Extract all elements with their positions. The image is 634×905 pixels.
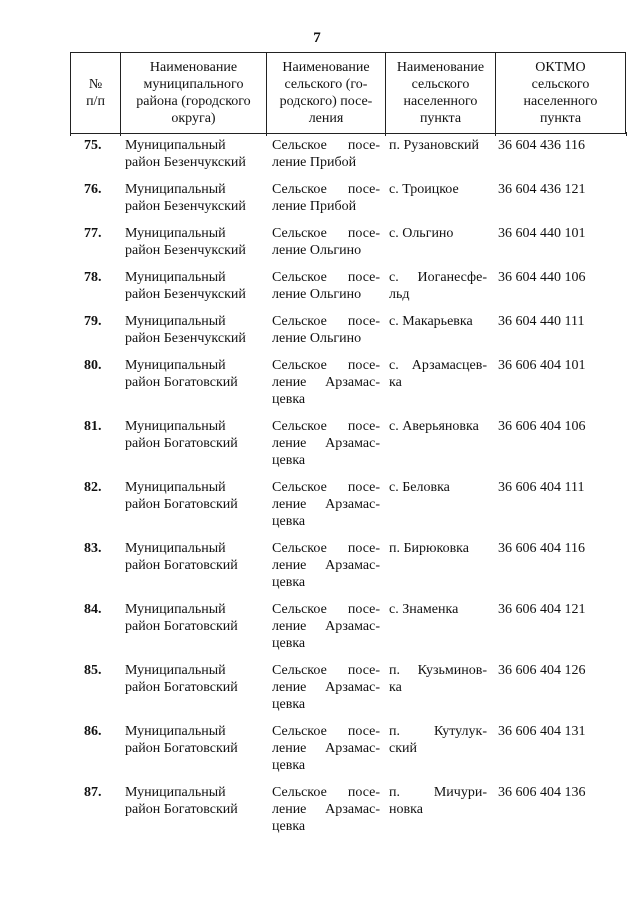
settlement-name-line: ление Ольгино: [272, 287, 362, 302]
district-name: [125, 784, 270, 818]
locality-name-line: п. Бирюковка: [389, 541, 469, 556]
row-number: 86.: [84, 724, 102, 739]
settlement-name: [272, 479, 380, 530]
settlement-name: [272, 313, 380, 347]
settlement-name-line: цевка: [272, 392, 306, 407]
oktmo-code: 36 606 404 111: [498, 480, 585, 495]
oktmo-code: 36 606 404 131: [498, 724, 586, 739]
district-name-line: Муниципальный: [125, 182, 226, 197]
row-number: 75.: [84, 138, 102, 153]
settlement-name-line: ление Ольгино: [272, 243, 362, 258]
district-name: [125, 225, 270, 259]
locality-name-line: п. Кузьминов-: [389, 663, 487, 678]
district-name: [125, 313, 270, 347]
row-number: 80.: [84, 358, 102, 373]
settlement-name-line: Сельское посе-: [272, 270, 380, 285]
settlement-name-line: ление Арзамас-: [272, 436, 380, 451]
settlement-name: [272, 601, 380, 652]
district-name: [125, 269, 270, 303]
settlement-name-line: цевка: [272, 453, 306, 468]
oktmo-code: 36 604 436 116: [498, 138, 585, 153]
oktmo-code: 36 606 404 101: [498, 358, 586, 373]
page-number: 7: [313, 30, 321, 46]
locality-name: [389, 784, 487, 818]
header-settlement: Наименование сельского (го- родского) посе- ления: [266, 53, 385, 133]
row-number: 81.: [84, 419, 102, 434]
locality-name: [389, 181, 487, 198]
settlement-name-line: Сельское посе-: [272, 358, 380, 373]
settlement-name-line: Сельское посе-: [272, 785, 380, 800]
settlement-name-line: ление Арзамас-: [272, 619, 380, 634]
row-number: 87.: [84, 785, 102, 800]
locality-name-line: с. Беловка: [389, 480, 450, 495]
settlement-name: [272, 269, 380, 303]
row-number: 79.: [84, 314, 102, 329]
district-name-line: Муниципальный: [125, 358, 226, 373]
row-number: 85.: [84, 663, 102, 678]
oktmo-code: 36 606 404 106: [498, 419, 586, 434]
locality-name: [389, 723, 487, 757]
district-name-line: Муниципальный: [125, 663, 226, 678]
row-number: 82.: [84, 480, 102, 495]
settlement-name: [272, 723, 380, 774]
locality-name-line: с. Ольгино: [389, 226, 454, 241]
district-name-line: район Безенчукский: [125, 243, 246, 258]
header-oktmo: ОКТМО сельского населенного пункта: [495, 53, 626, 133]
district-name-line: Муниципальный: [125, 541, 226, 556]
settlement-name-line: Сельское посе-: [272, 480, 380, 495]
settlement-name-line: Сельское посе-: [272, 419, 380, 434]
header-num: № п/п: [70, 53, 120, 133]
settlement-name-line: ление Арзамас-: [272, 497, 380, 512]
district-name-line: Муниципальный: [125, 314, 226, 329]
locality-name-line: с. Аверьяновка: [389, 419, 479, 434]
settlement-name-line: Сельское посе-: [272, 314, 380, 329]
settlement-name-line: цевка: [272, 575, 306, 590]
district-name-line: район Безенчукский: [125, 331, 246, 346]
district-name: [125, 479, 270, 513]
district-name-line: район Богатовский: [125, 741, 238, 756]
locality-name: [389, 662, 487, 696]
district-name: [125, 601, 270, 635]
settlement-name-line: ление Прибой: [272, 199, 357, 214]
settlement-name: [272, 181, 380, 215]
settlement-name-line: Сельское посе-: [272, 138, 380, 153]
oktmo-code: 36 604 440 106: [498, 270, 586, 285]
settlement-name-line: Сельское посе-: [272, 724, 380, 739]
settlement-name-line: ление Ольгино: [272, 331, 362, 346]
district-name-line: Муниципальный: [125, 785, 226, 800]
locality-name: [389, 225, 487, 242]
settlement-name: [272, 662, 380, 713]
locality-name: [389, 137, 487, 154]
settlement-name: [272, 357, 380, 408]
locality-name-line: п. Рузановский: [389, 138, 480, 153]
header-district: Наименование муниципального района (городского округа): [120, 53, 266, 133]
settlement-name-line: ление Арзамас-: [272, 375, 380, 390]
row-number: 84.: [84, 602, 102, 617]
district-name: [125, 137, 270, 171]
district-name-line: район Богатовский: [125, 375, 238, 390]
settlement-name-line: ление Арзамас-: [272, 802, 380, 817]
settlement-name-line: ление Арзамас-: [272, 558, 380, 573]
settlement-name-line: Сельское посе-: [272, 182, 380, 197]
district-name: [125, 181, 270, 215]
locality-name-line: п. Кутулук-: [389, 724, 487, 739]
settlement-name-line: цевка: [272, 636, 306, 651]
district-name-line: район Безенчукский: [125, 155, 246, 170]
district-name-line: Муниципальный: [125, 724, 226, 739]
settlement-name: [272, 540, 380, 591]
settlement-name-line: цевка: [272, 514, 306, 529]
header-locality: Наименование сельского населенного пункта: [385, 53, 495, 133]
district-name-line: Муниципальный: [125, 270, 226, 285]
settlement-name-line: ление Прибой: [272, 155, 357, 170]
settlement-name-line: ление Арзамас-: [272, 680, 380, 695]
district-name-line: Муниципальный: [125, 226, 226, 241]
locality-name: [389, 269, 487, 303]
district-name-line: район Богатовский: [125, 436, 238, 451]
settlement-name-line: Сельское посе-: [272, 541, 380, 556]
settlement-name-line: Сельское посе-: [272, 663, 380, 678]
locality-name: [389, 479, 487, 496]
row-number: 77.: [84, 226, 102, 241]
district-name-line: Муниципальный: [125, 419, 226, 434]
locality-name-line: п. Мичури-: [389, 785, 487, 800]
row-number: 78.: [84, 270, 102, 285]
locality-name-line: льд: [389, 287, 410, 302]
district-name-line: район Богатовский: [125, 802, 238, 817]
district-name-line: Муниципальный: [125, 480, 226, 495]
district-name-line: район Богатовский: [125, 619, 238, 634]
district-name: [125, 723, 270, 757]
district-name-line: Муниципальный: [125, 602, 226, 617]
settlement-name-line: цевка: [272, 697, 306, 712]
oktmo-code: 36 604 440 101: [498, 226, 586, 241]
district-name: [125, 418, 270, 452]
oktmo-code: 36 606 404 136: [498, 785, 586, 800]
district-name: [125, 357, 270, 391]
oktmo-code: 36 606 404 116: [498, 541, 585, 556]
locality-name-line: с. Иоганесфе-: [389, 270, 487, 285]
locality-name-line: с. Макарьевка: [389, 314, 473, 329]
district-name-line: район Богатовский: [125, 558, 238, 573]
district-name-line: Муниципальный: [125, 138, 226, 153]
district-name-line: район Безенчукский: [125, 199, 246, 214]
row-number: 76.: [84, 182, 102, 197]
locality-name-line: ский: [389, 741, 417, 756]
oktmo-code: 36 604 440 111: [498, 314, 585, 329]
settlement-name: [272, 225, 380, 259]
settlement-name: [272, 137, 380, 171]
row-number: 83.: [84, 541, 102, 556]
settlement-name: [272, 418, 380, 469]
settlement-name: [272, 784, 380, 835]
locality-name: [389, 357, 487, 391]
locality-name-line: ка: [389, 375, 402, 390]
locality-name-line: с. Троицкое: [389, 182, 459, 197]
district-name: [125, 662, 270, 696]
settlement-name-line: ление Арзамас-: [272, 741, 380, 756]
oktmo-code: 36 606 404 121: [498, 602, 586, 617]
settlement-name-line: Сельское посе-: [272, 226, 380, 241]
district-name-line: район Богатовский: [125, 680, 238, 695]
oktmo-code: 36 604 436 121: [498, 182, 586, 197]
locality-name: [389, 540, 487, 557]
locality-name: [389, 418, 487, 435]
locality-name-line: ка: [389, 680, 402, 695]
locality-name: [389, 313, 487, 330]
settlement-name-line: цевка: [272, 758, 306, 773]
locality-name-line: с. Знаменка: [389, 602, 459, 617]
locality-name-line: новка: [389, 802, 423, 817]
settlement-name-line: Сельское посе-: [272, 602, 380, 617]
oktmo-code: 36 606 404 126: [498, 663, 586, 678]
district-name-line: район Богатовский: [125, 497, 238, 512]
district-name-line: район Безенчукский: [125, 287, 246, 302]
settlement-name-line: цевка: [272, 819, 306, 834]
locality-name: [389, 601, 487, 618]
district-name: [125, 540, 270, 574]
locality-name-line: с. Арзамасцев-: [389, 358, 487, 373]
